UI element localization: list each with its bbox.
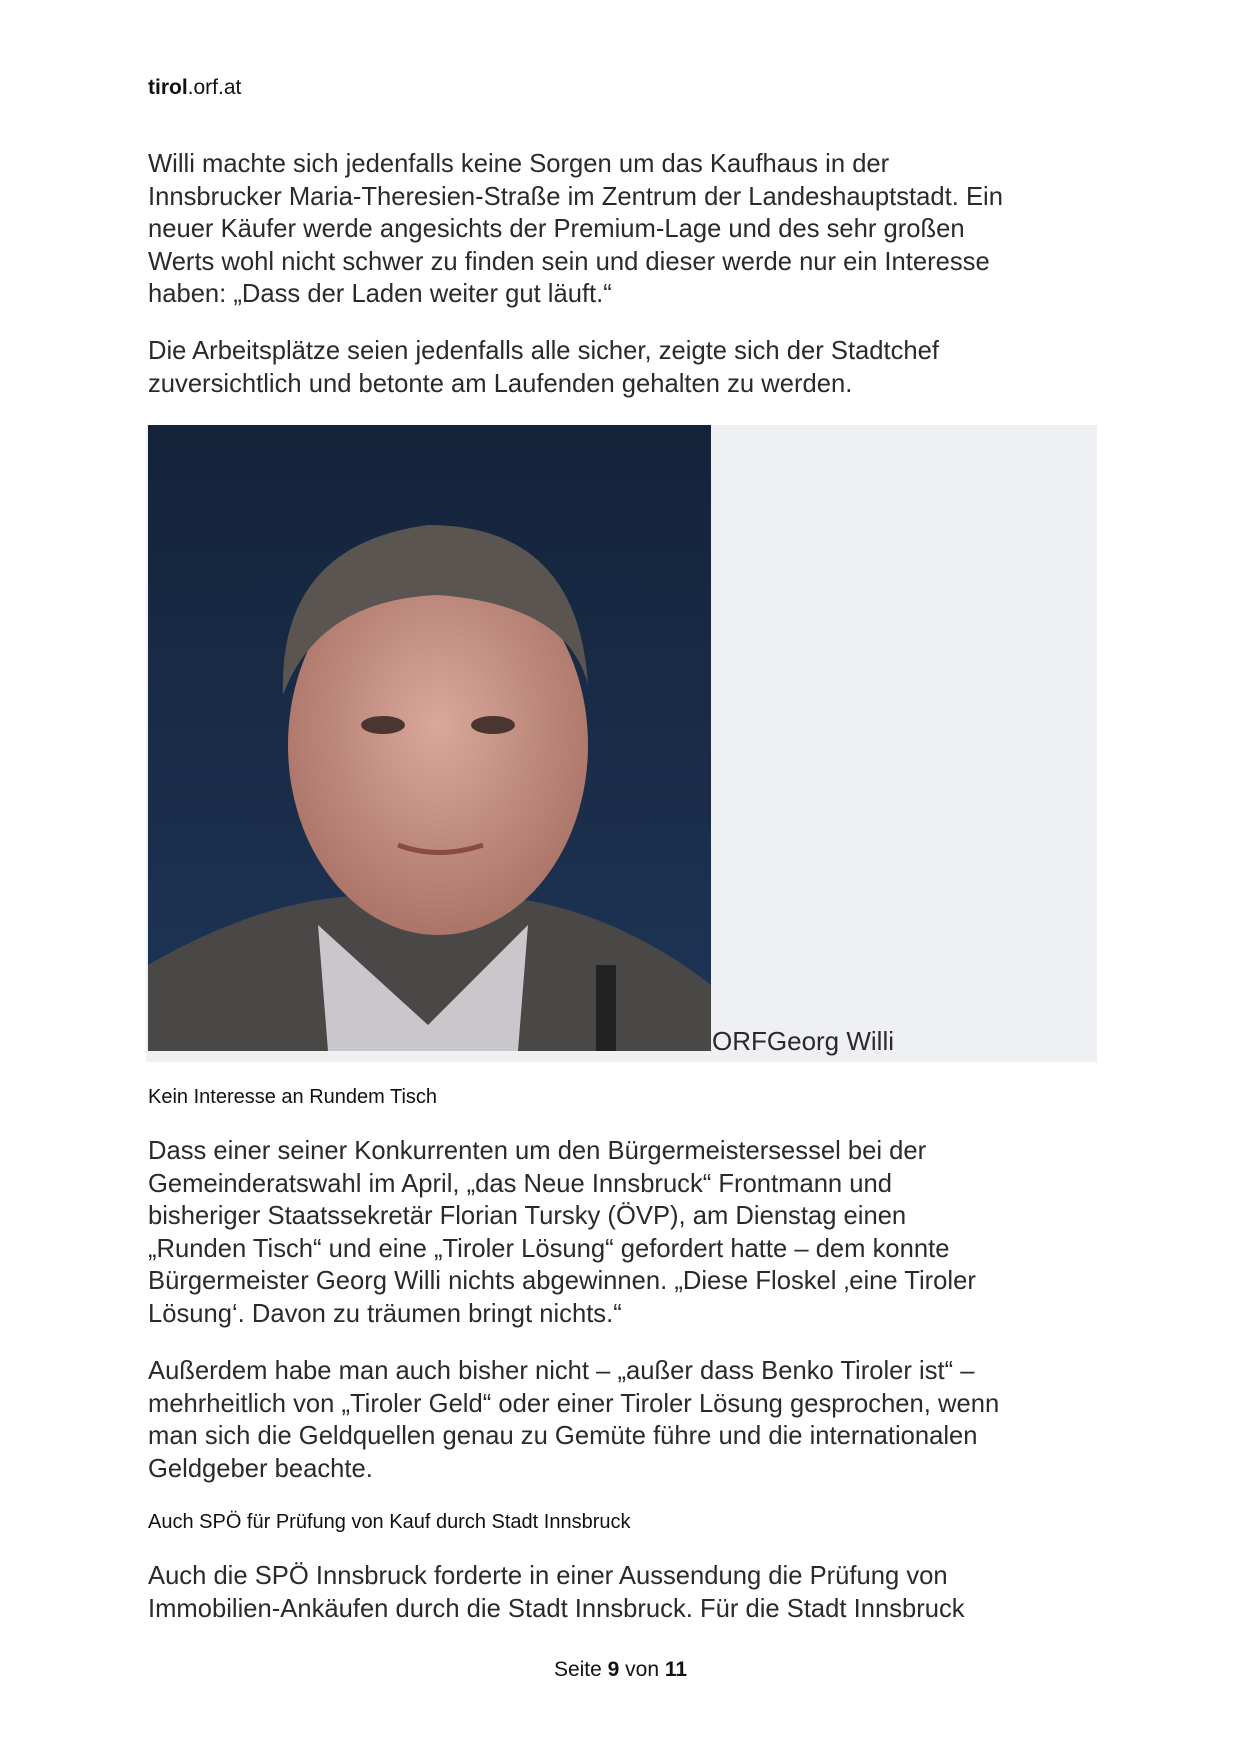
text-line: mehrheitlich von „Tiroler Geld“ oder einer Tiroler Lösung gesprochen, wenn <box>148 1389 1000 1418</box>
paragraph-4 <box>148 1355 1108 1485</box>
paragraph-1 <box>148 148 1108 311</box>
text-line: Immobilien-Ankäufen durch die Stadt Innsbruck. Für die Stadt Innsbruck <box>148 1594 965 1623</box>
text-line: Auch die SPÖ Innsbruck forderte in einer Aussendung die Prüfung von <box>148 1562 948 1590</box>
text-line: Lösung‘. Davon zu träumen bringt nichts.“ <box>148 1299 622 1328</box>
page-total: 11 <box>664 1658 688 1681</box>
site-name-rest: .orf.at <box>187 76 242 99</box>
page-number: 9 <box>607 1658 620 1681</box>
text-line: zuversichtlich und betonte am Laufenden gehalten zu werden. <box>148 369 853 398</box>
page-footer <box>0 1658 1241 1682</box>
text-line: „Runden Tisch“ und eine „Tiroler Lösung“ gefordert hatte – dem konnte <box>148 1234 950 1263</box>
paragraph-3 <box>148 1135 1108 1331</box>
text-line: Geldgeber beachte. <box>148 1454 373 1483</box>
site-header <box>148 76 241 100</box>
text-line: Gemeinderatswahl im April, „das Neue Innsbruck“ Frontmann und <box>148 1169 892 1198</box>
text-line: Dass einer seiner Konkurrenten um den Bürgermeistersessel bei der <box>148 1137 927 1165</box>
portrait-photo <box>148 425 711 1051</box>
text-line: Werts wohl nicht schwer zu finden sein und dieser werde nur ein Interesse <box>148 247 990 276</box>
image-caption: ORFGeorg Willi <box>712 1026 895 1056</box>
site-name-bold: tirol <box>148 76 188 99</box>
text-line: Willi machte sich jedenfalls keine Sorgen um das Kaufhaus in der <box>148 150 890 178</box>
text-line: man sich die Geldquellen genau zu Gemüte führe und die internationalen <box>148 1422 978 1451</box>
subheading: Kein Interesse an Rundem Tisch <box>148 1086 438 1108</box>
footer-of: von <box>619 1658 665 1681</box>
text-line: haben: „Dass der Laden weiter gut läuft.“ <box>148 280 612 309</box>
text-line: Innsbrucker Maria-Theresien-Straße im Zentrum der Landeshauptstadt. Ein <box>148 182 1003 211</box>
text-line: Außerdem habe man auch bisher nicht – „außer dass Benko Tiroler ist“ – <box>148 1357 975 1385</box>
text-line: neuer Käufer werde angesichts der Premium-Lage und des sehr großen <box>148 215 965 244</box>
text-line: bisheriger Staatssekretär Florian Tursky (ÖVP), am Dienstag einen <box>148 1202 907 1231</box>
text-line: Bürgermeister Georg Willi nichts abgewinnen. „Diese Floskel ‚eine Tiroler <box>148 1267 976 1296</box>
footer-prefix: Seite <box>553 1658 608 1681</box>
paragraph-2 <box>148 335 1108 400</box>
paragraph-5 <box>148 1560 1108 1625</box>
subheading: Auch SPÖ für Prüfung von Kauf durch Stadt Innsbruck <box>148 1511 631 1533</box>
text-line: Die Arbeitsplätze seien jedenfalls alle sicher, zeigte sich der Stadtchef <box>148 337 940 365</box>
